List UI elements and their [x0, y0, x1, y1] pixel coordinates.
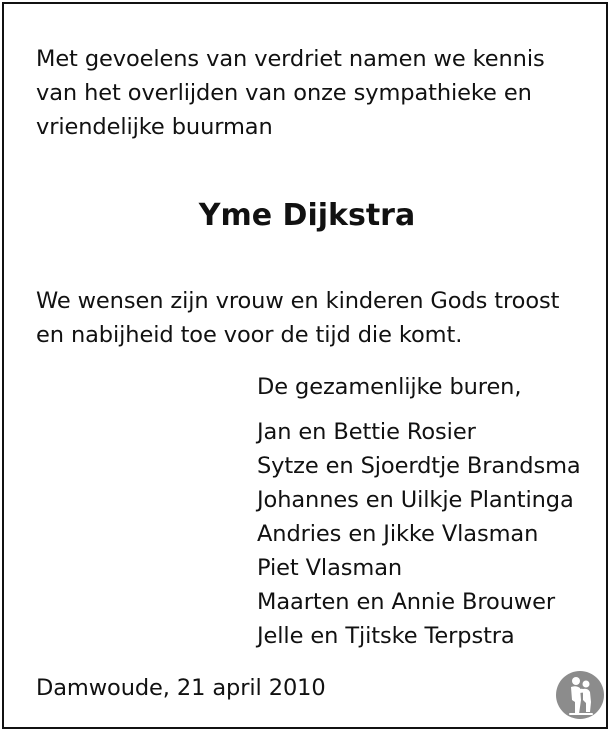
comforting-figures-icon	[555, 670, 605, 720]
signer-item: Piet Vlasman	[257, 555, 403, 581]
intro-line: vriendelijke buurman	[36, 114, 273, 140]
signer-item: Jan en Bettie Rosier	[257, 419, 476, 445]
signer-item: Johannes en Uilkje Plantinga	[257, 487, 574, 513]
condolence-paragraph	[36, 284, 559, 352]
intro-paragraph	[36, 42, 545, 144]
signer-item: Sytze en Sjoerdtje Brandsma	[257, 453, 581, 479]
signer-item: Jelle en Tjitske Terpstra	[257, 623, 515, 649]
intro-line: van het overlijden van onze sympathieke en	[36, 80, 532, 106]
deceased-name: Yme Dijkstra	[198, 198, 416, 233]
signer-item: Maarten en Annie Brouwer	[257, 589, 556, 615]
signer-list	[257, 415, 581, 653]
condolence-line: We wensen zijn vrouw en kinderen Gods troost	[36, 288, 560, 314]
intro-line: Met gevoelens van verdriet namen we kennis	[36, 46, 545, 72]
signer-item: Andries en Jikke Vlasman	[257, 521, 539, 547]
signoff: De gezamenlijke buren,	[257, 374, 522, 400]
place-date: Damwoude, 21 april 2010	[36, 675, 326, 701]
condolence-line: en nabijheid toe voor de tijd die komt.	[36, 322, 463, 348]
